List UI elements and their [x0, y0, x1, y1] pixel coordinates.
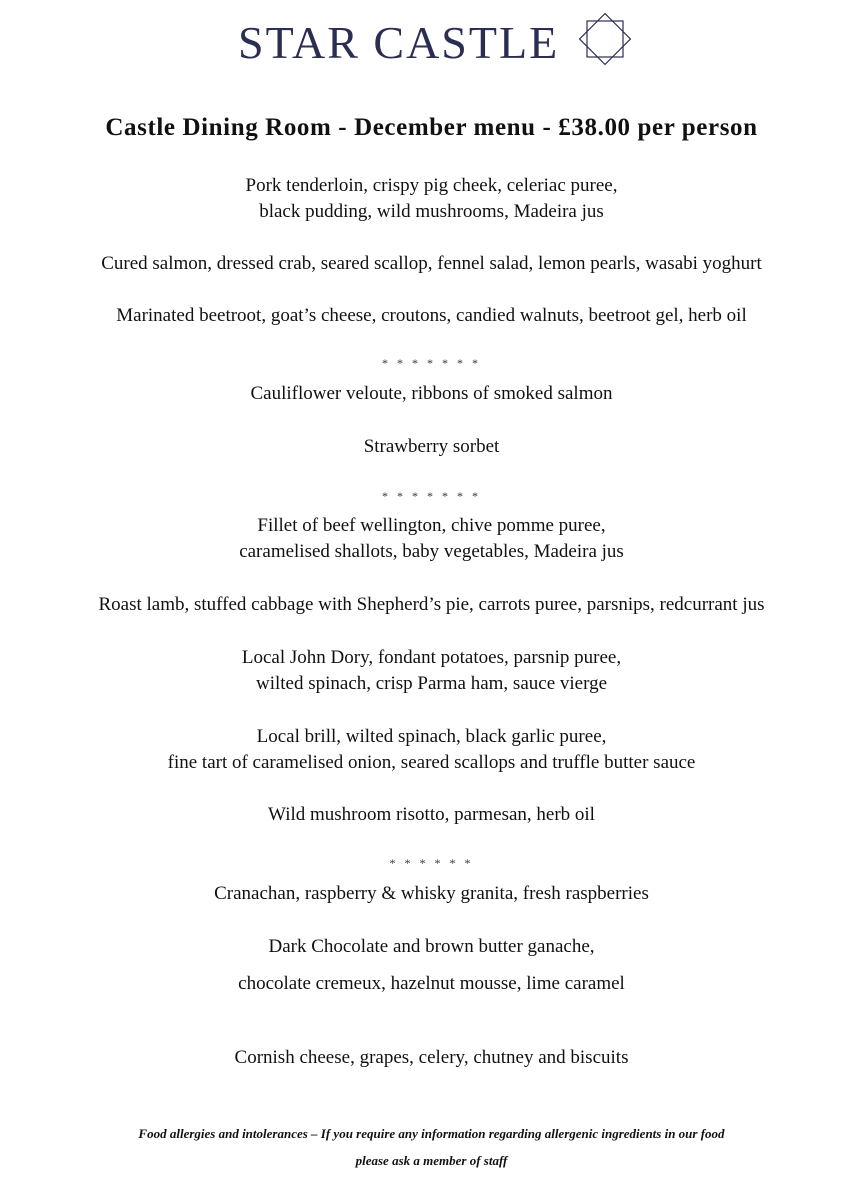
menu-heading: Castle Dining Room - December menu - £38.00 per person [105, 114, 758, 141]
dessert-item-2-line-2: chocolate cremeux, hazelnut mousse, lime caramel [238, 973, 625, 994]
main-item-5: Wild mushroom risotto, parmesan, herb oil [268, 804, 595, 825]
dessert-item-3: Cornish cheese, grapes, celery, chutney and biscuits [234, 1047, 629, 1068]
dessert-item-1: Cranachan, raspberry & whisky granita, fresh raspberries [214, 883, 649, 904]
dessert-item-2-line-1: Dark Chocolate and brown butter ganache, [268, 936, 595, 957]
separator-1: * * * * * * * [382, 356, 481, 370]
separator-2: * * * * * * * [382, 489, 481, 503]
main-item-3-line-1: Local John Dory, fondant potatoes, parsnip puree, [241, 647, 622, 668]
main-item-3-line-2: wilted spinach, crisp Parma ham, sauce vierge [255, 673, 608, 694]
soup-item: Cauliflower veloute, ribbons of smoked salmon [250, 383, 613, 404]
main-item-1-line-2: caramelised shallots, baby vegetables, Madeira jus [239, 541, 624, 562]
brand-name: STAR CASTLE [238, 17, 560, 68]
allergen-notice-line-2: please ask a member of staff [355, 1153, 508, 1168]
starter-item-2: Cured salmon, dressed crab, seared scallop, fennel salad, lemon pearls, wasabi yoghurt [101, 253, 762, 274]
starter-item-1-line-1: Pork tenderloin, crispy pig cheek, celeriac puree, [245, 175, 618, 196]
main-item-4-line-1: Local brill, wilted spinach, black garlic puree, [256, 726, 607, 747]
main-item-4-line-2: fine tart of caramelised onion, seared scallops and truffle butter sauce [167, 752, 696, 773]
starter-item-1-line-2: black pudding, wild mushrooms, Madeira jus [259, 201, 604, 222]
main-item-1-line-1: Fillet of beef wellington, chive pomme puree, [257, 515, 606, 536]
starter-item-3: Marinated beetroot, goat’s cheese, croutons, candied walnuts, beetroot gel, herb oil [116, 305, 747, 326]
separator-3: * * * * * * [389, 856, 474, 870]
star-castle-logo [0, 8, 863, 70]
star-octagram-icon [574, 8, 636, 70]
main-item-2: Roast lamb, stuffed cabbage with Shepherd’s pie, carrots puree, parsnips, redcurrant jus [98, 594, 765, 615]
sorbet-item: Strawberry sorbet [363, 436, 500, 457]
allergen-notice-line-1: Food allergies and intolerances – If you require any information regarding allergenic ingredients in our food [138, 1126, 725, 1141]
